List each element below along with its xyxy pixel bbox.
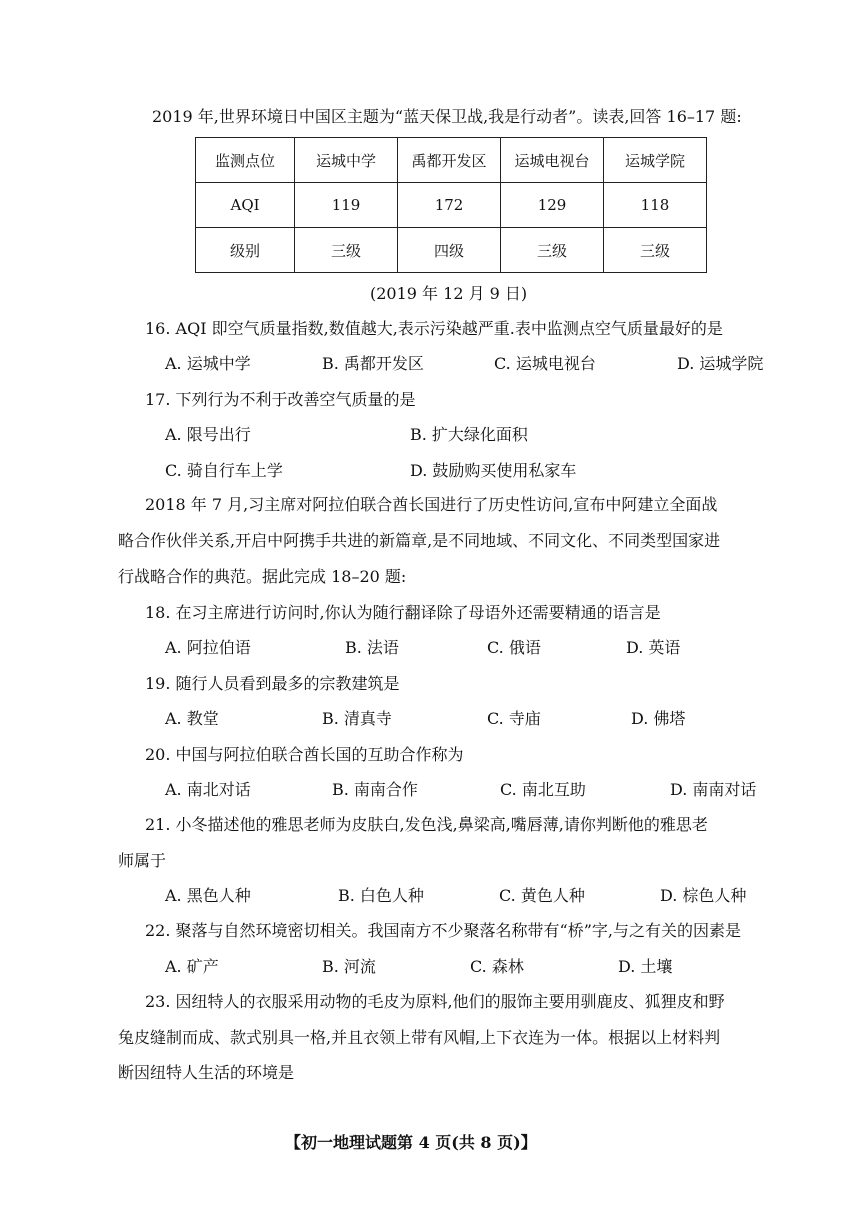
option-c: C. 黄色人种: [499, 886, 585, 905]
intro-18-20-line-3: 行战略合作的典范。据此完成 18–20 题:: [118, 567, 407, 586]
option-a: A. 教堂: [165, 709, 219, 728]
question-19-stem: 19. 随行人员看到最多的宗教建筑是: [145, 674, 400, 693]
table-cell: 119: [295, 183, 398, 228]
option-c: C. 骑自行车上学: [165, 461, 283, 480]
table-header-row: [196, 138, 707, 183]
table-cell: 129: [501, 183, 604, 228]
option-c: C. 俄语: [487, 638, 541, 657]
table-cell: 三级: [295, 228, 398, 273]
option-b: B. 法语: [345, 638, 399, 657]
table-cell: 118: [604, 183, 707, 228]
option-c: C. 南北互助: [500, 780, 586, 799]
table-cell: 级别: [196, 228, 295, 273]
option-d: D. 佛塔: [631, 709, 686, 728]
option-d: D. 英语: [626, 638, 681, 657]
option-d: D. 南南对话: [670, 780, 757, 799]
table-cell: 运城中学: [295, 138, 398, 183]
aqi-table: [195, 137, 707, 273]
table-row: [196, 183, 707, 228]
table-cell: 禹都开发区: [398, 138, 501, 183]
question-21-stem-line-1: 21. 小冬描述他的雅思老师为皮肤白,发色浅,鼻梁高,嘴唇薄,请你判断他的雅思老: [145, 815, 708, 834]
table-cell: 三级: [604, 228, 707, 273]
table-cell: 172: [398, 183, 501, 228]
table-caption: (2019 年 12 月 9 日): [370, 284, 528, 303]
option-a: A. 运城中学: [165, 354, 251, 373]
intro-16-17: 2019 年,世界环境日中国区主题为“蓝天保卫战,我是行动者”。读表,回答 16–17 题:: [152, 107, 742, 126]
option-a: A. 矿产: [165, 957, 219, 976]
table-cell: 监测点位: [196, 138, 295, 183]
question-21-stem-line-2: 师属于: [118, 851, 167, 870]
option-a: A. 黑色人种: [165, 886, 251, 905]
question-18-stem: 18. 在习主席进行访问时,你认为随行翻译除了母语外还需要精通的语言是: [145, 603, 661, 622]
option-c: C. 寺庙: [487, 709, 541, 728]
table-cell: 三级: [501, 228, 604, 273]
option-a: A. 限号出行: [165, 425, 251, 444]
option-c: C. 森林: [470, 957, 524, 976]
option-d: D. 棕色人种: [660, 886, 747, 905]
option-d: D. 运城学院: [677, 354, 764, 373]
option-d: D. 土壤: [618, 957, 673, 976]
table-cell: 运城电视台: [501, 138, 604, 183]
question-23-stem-line-3: 断因纽特人生活的环境是: [118, 1063, 295, 1082]
option-d: D. 鼓励购买使用私家车: [410, 461, 577, 480]
table-cell: 运城学院: [604, 138, 707, 183]
question-22-stem: 22. 聚落与自然环境密切相关。我国南方不少聚落名称带有“桥”字,与之有关的因素是: [145, 921, 741, 940]
page-footer: 【初一地理试题第 4 页(共 8 页)】: [285, 1133, 537, 1152]
option-b: B. 河流: [322, 957, 376, 976]
table-cell: AQI: [196, 183, 295, 228]
question-17-stem: 17. 下列行为不利于改善空气质量的是: [145, 390, 416, 409]
option-b: B. 扩大绿化面积: [410, 425, 528, 444]
option-a: A. 南北对话: [165, 780, 251, 799]
question-16-stem: 16. AQI 即空气质量指数,数值越大,表示污染越严重.表中监测点空气质量最好的是: [145, 319, 723, 338]
option-b: B. 禹都开发区: [322, 354, 424, 373]
option-b: B. 南南合作: [332, 780, 418, 799]
intro-18-20-line-2: 略合作伙伴关系,开启中阿携手共进的新篇章,是不同地域、不同文化、不同类型国家进: [118, 531, 721, 550]
option-b: B. 清真寺: [322, 709, 392, 728]
table-cell: 四级: [398, 228, 501, 273]
option-a: A. 阿拉伯语: [165, 638, 251, 657]
table-row: [196, 228, 707, 273]
option-c: C. 运城电视台: [494, 354, 596, 373]
question-23-stem-line-2: 兔皮缝制而成、款式别具一格,并且衣领上带有风帽,上下衣连为一体。根据以上材料判: [118, 1028, 721, 1047]
question-23-stem-line-1: 23. 因纽特人的衣服采用动物的毛皮为原料,他们的服饰主要用驯鹿皮、狐狸皮和野: [145, 992, 725, 1011]
question-20-stem: 20. 中国与阿拉伯联合酋长国的互助合作称为: [145, 745, 464, 764]
intro-18-20-line-1: 2018 年 7 月,习主席对阿拉伯联合酋长国进行了历史性访问,宣布中阿建立全面战: [145, 495, 718, 514]
option-b: B. 白色人种: [338, 886, 424, 905]
